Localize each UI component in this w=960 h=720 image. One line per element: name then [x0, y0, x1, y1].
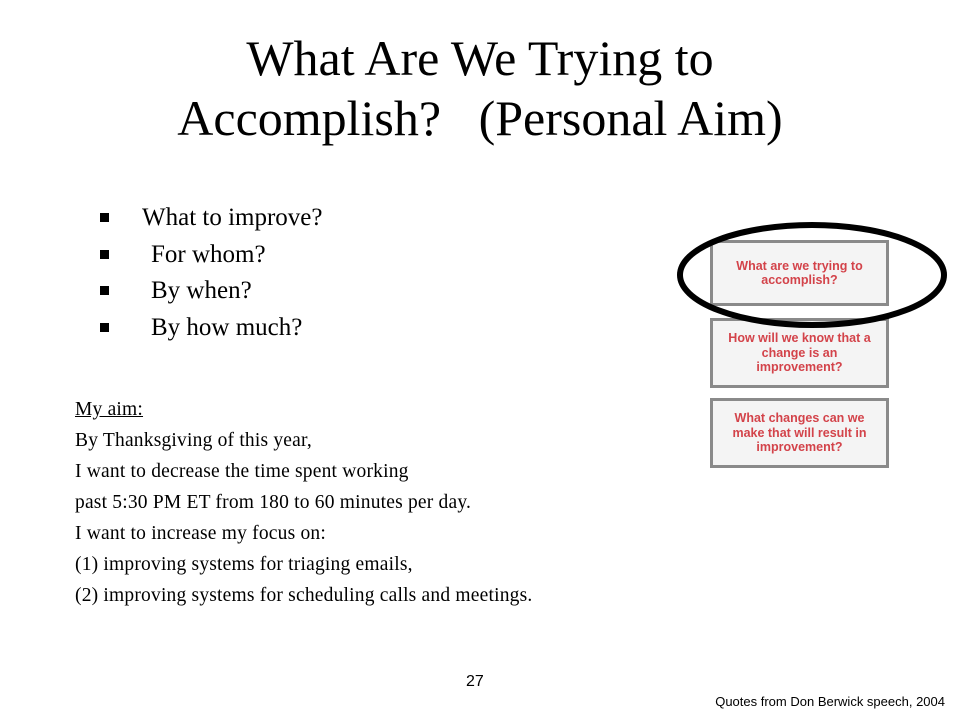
slide-title-line-1: What Are We Trying to — [246, 30, 714, 86]
bullet-text: By when? — [151, 277, 252, 304]
question-box-text: How will we know that a change is an improvement? — [728, 331, 871, 375]
square-bullet-icon — [100, 213, 109, 222]
question-box-text: What are we trying to accomplish? — [736, 258, 863, 287]
aim-line: I want to increase my focus on: — [75, 523, 326, 544]
personal-aim-statement — [75, 394, 715, 611]
highlight-ellipse — [676, 222, 952, 332]
bullet-text: What to improve? — [142, 204, 323, 231]
bullet-text: For whom? — [151, 240, 266, 268]
question-box-changes — [710, 398, 889, 468]
aim-line: (1) improving systems for triaging emails, — [75, 554, 413, 575]
aim-line: I want to decrease the time spent working — [75, 461, 409, 482]
bullet-item — [100, 237, 420, 274]
source-credit: Quotes from Don Berwick speech, 2004 — [715, 694, 945, 709]
slide-title-line-2: Accomplish? (Personal Aim) — [177, 90, 783, 146]
bullet-item — [100, 200, 420, 237]
aim-line: By Thanksgiving of this year, — [75, 430, 313, 451]
question-bullet-list — [100, 200, 420, 346]
bullet-item — [100, 273, 420, 310]
aim-line: past 5:30 PM ET from 180 to 60 minutes per day. — [75, 492, 472, 513]
bullet-text: By how much? — [151, 313, 303, 341]
page-number: 27 — [466, 673, 484, 690]
question-box-text: What changes can we make that will result in improvement? — [732, 411, 867, 455]
slide-title — [60, 28, 900, 148]
square-bullet-icon — [100, 250, 109, 259]
aim-line: (2) improving systems for scheduling calls and meetings. — [75, 585, 533, 606]
square-bullet-icon — [100, 286, 109, 295]
aim-heading: My aim: — [75, 399, 144, 420]
model-for-improvement-diagram — [676, 222, 952, 474]
bullet-item — [100, 310, 420, 347]
square-bullet-icon — [100, 323, 109, 332]
